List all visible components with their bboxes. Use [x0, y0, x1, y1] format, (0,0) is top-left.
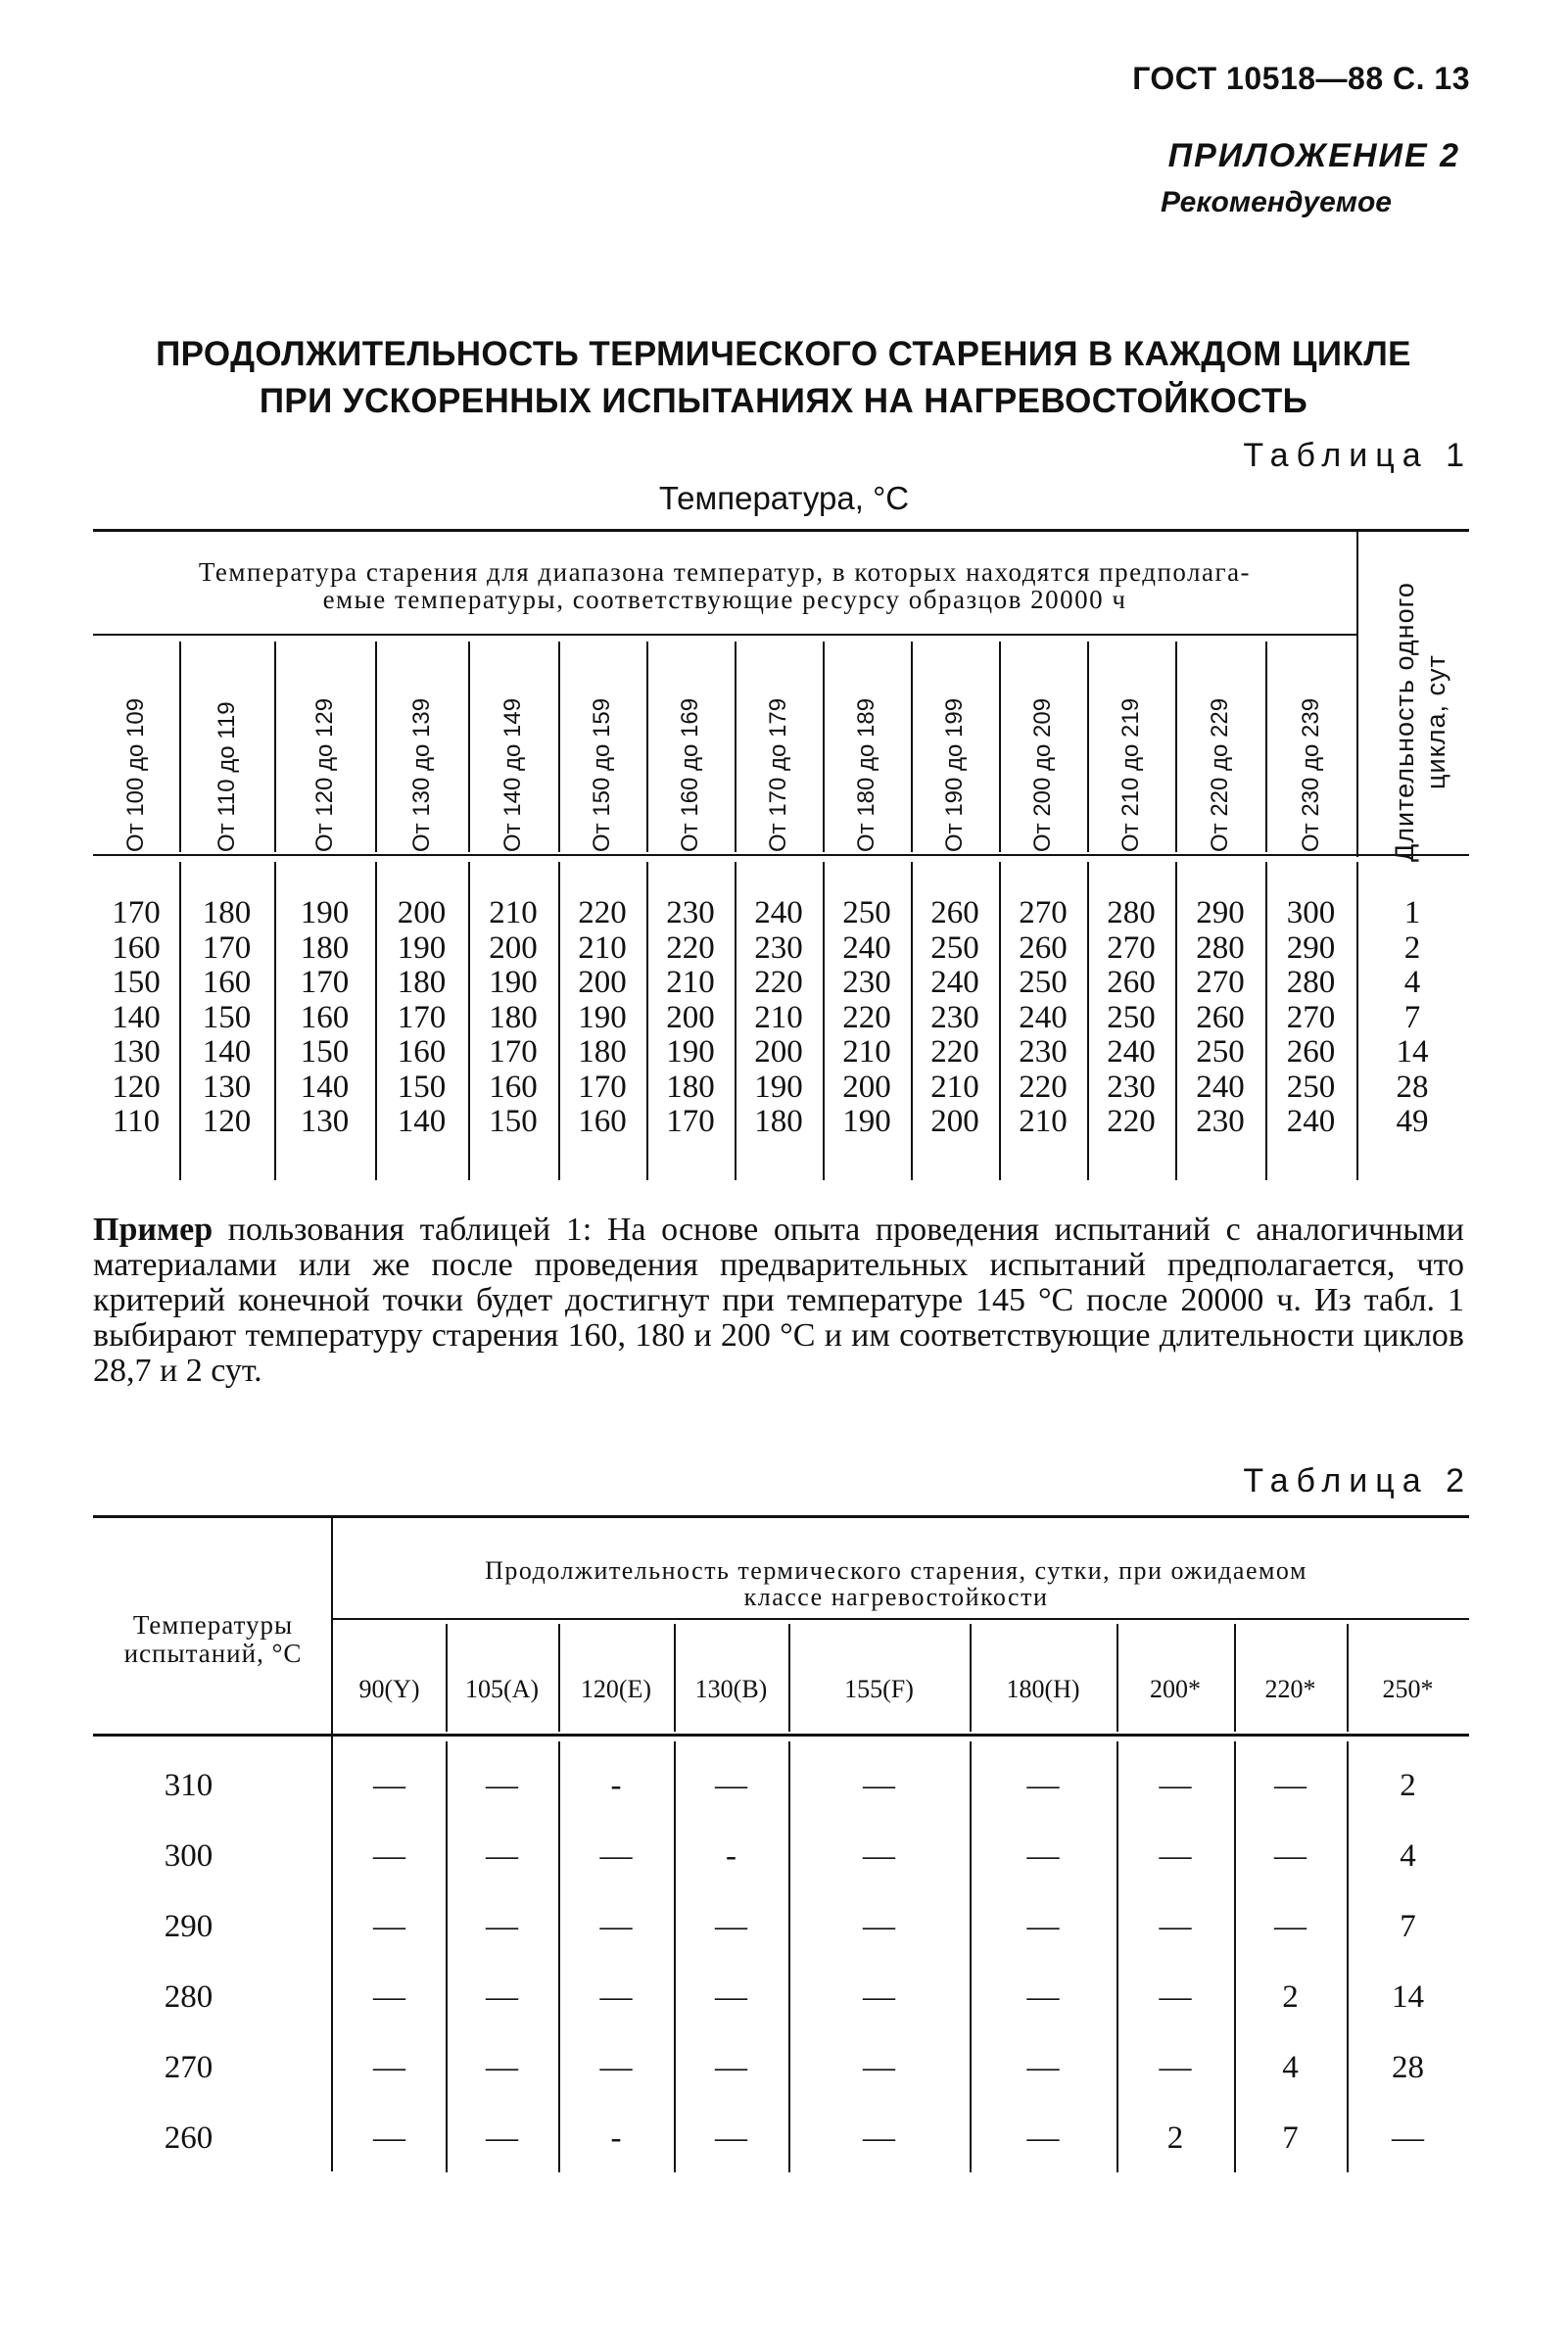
table1-cell: 130 — [300, 1104, 350, 1139]
table1-cell: 240 — [1019, 999, 1068, 1035]
title-line-2: ПРИ УСКОРЕННЫХ ИСПЫТАНИЯХ НА НАГРЕВОСТОЙКОСТЬ — [259, 382, 1308, 420]
table1-cell: 160 — [202, 965, 252, 1000]
table2-cell: — — [486, 1909, 518, 1944]
table2-cell: — — [863, 1979, 895, 2015]
table1-cell: 150 — [489, 1104, 538, 1139]
table2-temp-cell: 290 — [164, 1909, 214, 1944]
table1-cell: 140 — [300, 1069, 350, 1105]
table1-cell: 210 — [1019, 1104, 1068, 1139]
table2-cell: — — [486, 2050, 518, 2085]
table1-cell: 170 — [397, 999, 447, 1035]
table1-cell: 200 — [578, 965, 627, 1000]
table1-body-col-divider — [274, 862, 276, 1180]
table1-merged-header — [93, 558, 1356, 613]
table1-cell: 200 — [489, 929, 538, 966]
table2-body-col-divider — [558, 1741, 560, 2172]
table2-merged-header-line-1: Продолжительность термического старения, сутки, при ожидаемом — [485, 1556, 1307, 1585]
table2-cell: — — [373, 1909, 405, 1944]
table1-head-col-divider — [1175, 642, 1177, 852]
table1-head-col-divider — [999, 642, 1001, 852]
table1-cell: 130 — [112, 1034, 161, 1070]
document-title — [93, 331, 1474, 425]
table1-cell: 290 — [1286, 929, 1336, 966]
table1-cell: 180 — [300, 929, 350, 966]
table1-range-header: От 210 до 219 — [1117, 697, 1144, 852]
table1-caption: Таблица 1 — [1243, 437, 1472, 474]
table1-cell: 210 — [578, 929, 627, 966]
table2-cell: — — [1159, 1909, 1192, 1944]
table1-cell: 130 — [202, 1069, 252, 1105]
table1-cell: 110 — [112, 1104, 161, 1139]
table1-cell: 230 — [1107, 1069, 1156, 1105]
table2-class-header: 250* — [1382, 1675, 1434, 1703]
title-line-1: ПРОДОЛЖИТЕЛЬНОСТЬ ТЕРМИЧЕСКОГО СТАРЕНИЯ В КАЖДОМ ЦИКЛЕ — [156, 335, 1411, 373]
table2-cell: — — [599, 2050, 633, 2085]
table1-cell: 260 — [930, 895, 979, 930]
table1-range-header: От 140 до 149 — [499, 697, 526, 852]
table2-cell: — — [1159, 1979, 1192, 2015]
table1-range-header: От 130 до 139 — [408, 697, 435, 852]
table1-cell: 190 — [489, 965, 538, 1000]
table2-cell: — — [599, 1838, 633, 1874]
table1-cell: 210 — [930, 1069, 979, 1105]
table2-cell: — — [1159, 1768, 1192, 1803]
table2-merged-header — [333, 1557, 1459, 1610]
table1-duration-cell: 4 — [1403, 965, 1421, 1000]
table1-cell: 240 — [1107, 1034, 1156, 1070]
table1-cell: 200 — [754, 1034, 803, 1070]
table1-cell: 170 — [202, 929, 252, 966]
table2-cell: — — [599, 1979, 633, 2015]
table1-range-header: От 230 до 239 — [1298, 697, 1324, 852]
table1-head-col-divider — [274, 642, 276, 852]
table2-class-header: 90(Y) — [358, 1675, 420, 1703]
appendix-note: Рекомендуемое — [1161, 186, 1392, 218]
table2-class-header: 130(B) — [694, 1675, 768, 1703]
table1-range-header: От 150 до 159 — [589, 697, 615, 852]
table1-body-duration-divider — [1356, 862, 1358, 1180]
table2-cell: — — [599, 1909, 633, 1944]
table1-cell: 220 — [578, 895, 627, 930]
table2-cell: — — [1274, 1909, 1307, 1944]
table2-temp-cell: 280 — [164, 1979, 214, 2015]
table2-cell: — — [1026, 1768, 1060, 1803]
table2-merged-header-line-2: классе нагревостойкости — [743, 1583, 1049, 1611]
table1-cell: 170 — [300, 965, 350, 1000]
table1-cell: 240 — [930, 965, 979, 1000]
table2-body-col-divider — [788, 1741, 790, 2172]
table1-cell: 250 — [1019, 965, 1068, 1000]
table2-cell: — — [1026, 1979, 1060, 2015]
table2-cell: — — [863, 1768, 895, 1803]
table1-cell: 180 — [397, 965, 447, 1000]
table2-temp-cell: 300 — [164, 1838, 214, 1874]
table1-cell: 150 — [112, 965, 161, 1000]
table1-cell: 150 — [397, 1069, 447, 1105]
table1-head-col-divider — [1087, 642, 1089, 852]
table2-caption: Таблица 2 — [1243, 1462, 1472, 1500]
table1-head-col-divider — [1265, 642, 1267, 852]
table2-cell: — — [715, 1768, 747, 1803]
table1-head-col-divider — [468, 642, 470, 852]
table1-head-col-divider — [823, 642, 825, 852]
table2-merged-rule — [333, 1618, 1469, 1620]
table1-duration-cell: 49 — [1396, 1104, 1429, 1139]
table1-cell: 170 — [112, 895, 161, 930]
table2-cell: 7 — [1282, 2120, 1299, 2156]
table1-range-header: От 120 до 129 — [311, 697, 338, 852]
table1-cell: 180 — [202, 895, 252, 930]
table2-cell: — — [1274, 1768, 1307, 1803]
table2-class-header: 120(E) — [580, 1675, 652, 1703]
table2-cell: 28 — [1392, 2050, 1424, 2085]
table1-cell: 250 — [1196, 1034, 1245, 1070]
table2-body-col-divider — [1234, 1741, 1236, 2172]
table1-cell: 200 — [930, 1104, 979, 1139]
table2-temp-cell: 270 — [164, 2050, 214, 2085]
table2-cell: — — [863, 2120, 895, 2156]
table1-cell: 260 — [1286, 1034, 1336, 1070]
table1-cell: 180 — [489, 999, 538, 1035]
table1-cell: 220 — [930, 1034, 979, 1070]
table2-cell: — — [1159, 1838, 1192, 1874]
table1-cell: 230 — [1019, 1034, 1068, 1070]
table1-cell: 190 — [666, 1034, 715, 1070]
table1-range-header: От 110 до 119 — [214, 701, 240, 852]
table1-cell: 210 — [666, 965, 715, 1000]
table1-cell: 120 — [202, 1104, 252, 1139]
appendix-label: ПРИЛОЖЕНИЕ 2 — [1167, 137, 1460, 174]
table1-cell: 300 — [1286, 895, 1336, 930]
table2-class-header: 105(A) — [464, 1675, 540, 1703]
table1-cell: 280 — [1286, 965, 1336, 1000]
table1-duration-cell: 1 — [1403, 895, 1421, 930]
table1-cell: 180 — [754, 1104, 803, 1139]
table1-cell: 270 — [1196, 965, 1245, 1000]
table1-cell: 210 — [754, 999, 803, 1035]
page-header: ГОСТ 10518—88 С. 13 — [1132, 61, 1470, 96]
table1-cell: 160 — [300, 999, 350, 1035]
table2-cell: - — [726, 1838, 736, 1874]
table1-top-rule — [93, 529, 1469, 532]
table1-cell: 220 — [1107, 1104, 1156, 1139]
duration-header-line-2: цикла, сут — [1421, 654, 1450, 789]
table1-cell: 190 — [842, 1104, 891, 1139]
table1-cell: 170 — [489, 1034, 538, 1070]
table1-cell: 240 — [1196, 1069, 1245, 1105]
table2-cell: — — [715, 2120, 747, 2156]
table2-cell: — — [373, 2050, 405, 2085]
table1-cell: 260 — [1107, 965, 1156, 1000]
table1-range-header: От 220 до 229 — [1207, 697, 1233, 852]
table2-body-col-divider — [1117, 1741, 1118, 2172]
table2-cell: — — [373, 1838, 405, 1874]
table1-cell: 140 — [112, 999, 161, 1035]
table1-head-rule — [93, 854, 1469, 856]
table1-cell: 280 — [1107, 895, 1156, 930]
table2-cell: — — [486, 2120, 518, 2156]
table2-cell: — — [715, 2050, 747, 2085]
table2-body-col-divider — [1347, 1741, 1349, 2172]
table2-cell: - — [610, 1768, 622, 1803]
table2-body-col-divider — [446, 1741, 448, 2172]
table2-temp-cell: 260 — [164, 2120, 214, 2156]
table2-cell: — — [486, 1768, 518, 1803]
table1-cell: 290 — [1196, 895, 1245, 930]
table2-cell: — — [1026, 2050, 1060, 2085]
table1-cell: 190 — [754, 1069, 803, 1105]
table2-body-col-divider — [674, 1741, 676, 2172]
table2-temp-header-line-1: Температуры — [132, 1610, 294, 1640]
table1-cell: 190 — [578, 999, 627, 1035]
table2-class-header: 220* — [1264, 1675, 1316, 1703]
table2-cell: — — [1026, 1838, 1060, 1874]
table2-cell: — — [486, 1979, 518, 2015]
table1-head-col-divider — [558, 642, 560, 852]
table2-cell: 2 — [1282, 1979, 1299, 2015]
table2-cell: — — [373, 1768, 405, 1803]
table2-class-header: 200* — [1150, 1675, 1201, 1703]
table2-cell: 7 — [1400, 1909, 1416, 1944]
table2-cell: 14 — [1392, 1979, 1424, 2015]
table1-cell: 260 — [1019, 929, 1068, 966]
table1-cell: 160 — [578, 1104, 627, 1139]
table2-cell: — — [1026, 1909, 1060, 1944]
table1-cell: 160 — [397, 1034, 447, 1070]
table1-range-header: От 180 до 189 — [853, 697, 879, 852]
table1-merged-header-line-1: Температура старения для диапазона температур, в которых находятся предполага- — [198, 557, 1252, 587]
table1-head-col-divider — [911, 642, 913, 852]
table2-temp-cell: 310 — [164, 1768, 214, 1803]
table1-cell: 170 — [666, 1104, 715, 1139]
table2-cell: 2 — [1166, 2120, 1184, 2156]
table1-cell: 180 — [666, 1069, 715, 1105]
table1-cell: 200 — [666, 999, 715, 1035]
table1-cell: 220 — [666, 929, 715, 966]
table1-duration-cell: 14 — [1396, 1034, 1429, 1070]
table2-cell: — — [715, 1979, 747, 2015]
table2-head-rule — [93, 1734, 1469, 1737]
table1-cell: 160 — [489, 1069, 538, 1105]
table1-cell: 230 — [666, 895, 715, 930]
table1-cell: 220 — [842, 999, 891, 1035]
table1-head-col-divider — [646, 642, 648, 852]
table1-range-header: От 190 до 199 — [941, 697, 968, 852]
table2-class-header: 155(F) — [844, 1675, 914, 1703]
table2-cell: — — [373, 2120, 405, 2156]
table2-cell: 4 — [1282, 2050, 1299, 2085]
table1-cell: 220 — [754, 965, 803, 1000]
table1-cell: 230 — [754, 929, 803, 966]
table2-cell: — — [715, 1909, 747, 1944]
table1-cell: 250 — [1107, 999, 1156, 1035]
table2-cell: — — [863, 1838, 895, 1874]
table2-temp-header-line-2: испытаний, °С — [123, 1639, 303, 1668]
table1-cell: 270 — [1019, 895, 1068, 930]
table1-cell: 240 — [754, 895, 803, 930]
table1-cell: 120 — [112, 1069, 161, 1105]
table1-merged-rule — [93, 634, 1356, 636]
table1-cell: 250 — [930, 929, 979, 966]
table1-cell: 230 — [930, 999, 979, 1035]
table2-class-header: 180(H) — [1006, 1675, 1080, 1703]
table1-duration-cell: 28 — [1396, 1069, 1429, 1105]
table2-temp-header — [93, 1611, 333, 1668]
example-paragraph — [93, 1213, 1464, 1389]
table2-top-rule — [93, 1515, 1469, 1518]
table1-unit-caption: Температура, °С — [658, 480, 910, 516]
table1-range-header: От 100 до 109 — [122, 697, 149, 852]
table2-cell: - — [610, 2120, 622, 2156]
table2-cell: 4 — [1400, 1838, 1416, 1874]
table1-range-header: От 170 до 179 — [765, 697, 791, 852]
table1-duration-cell: 7 — [1403, 999, 1421, 1035]
table1-cell: 160 — [112, 929, 161, 966]
table1-cell: 200 — [842, 1069, 891, 1105]
table1-cell: 250 — [1286, 1069, 1336, 1105]
table2-cell: 2 — [1400, 1768, 1416, 1803]
table2-cell: — — [863, 2050, 895, 2085]
table2-cell: — — [1159, 2050, 1192, 2085]
table1-cell: 250 — [842, 895, 891, 930]
table1-cell: 230 — [1196, 1104, 1245, 1139]
table1-duration-divider — [1356, 529, 1358, 857]
table1-cell: 240 — [842, 929, 891, 966]
table1-head-col-divider — [375, 642, 377, 852]
table1-cell: 270 — [1107, 929, 1156, 966]
table1-cell: 180 — [578, 1034, 627, 1070]
table1-range-header: От 200 до 209 — [1029, 697, 1056, 852]
example-text: пользования таблицей 1: На основе опыта проведения испытаний с аналогичными материалами или же после проведения предварительных испытаний предполагается, что критерий конечной точки будет достигнут при температуре 145 °С после 20000 ч. Из табл. 1 выбирают температуру старения 160, 180 и 200 °С и им соответствующие длительности циклов 28,7 и 2 сут. — [93, 1212, 1464, 1389]
table1-cell: 220 — [1019, 1069, 1068, 1105]
table1-cell: 210 — [842, 1034, 891, 1070]
table1-cell: 140 — [397, 1104, 447, 1139]
table1-cell: 230 — [842, 965, 891, 1000]
table1-cell: 210 — [489, 895, 538, 930]
table2-cell: — — [486, 1838, 518, 1874]
table2-cell: — — [863, 1909, 895, 1944]
table2-cell: — — [1026, 2120, 1060, 2156]
duration-header-line-1: Длительность одного — [1390, 582, 1419, 862]
table2-cell: — — [1274, 1838, 1307, 1874]
table1-cell: 150 — [300, 1034, 350, 1070]
table1-range-header: От 160 до 169 — [677, 697, 703, 852]
table1-cell: 240 — [1286, 1104, 1336, 1139]
table1-cell: 260 — [1196, 999, 1245, 1035]
table1-cell: 140 — [202, 1034, 252, 1070]
table1-merged-header-line-2: емые температуры, соответствующие ресурсу образцов 20000 ч — [322, 585, 1127, 614]
table2-cell: — — [373, 1979, 405, 2015]
table2-cell: — — [1392, 2120, 1424, 2156]
table1-cell: 150 — [202, 999, 252, 1035]
table1-cell: 170 — [578, 1069, 627, 1105]
table1-cell: 270 — [1286, 999, 1336, 1035]
table1-head-col-divider — [735, 642, 736, 852]
table2-body-col-divider — [970, 1741, 972, 2172]
table1-duration-cell: 2 — [1403, 929, 1421, 966]
table1-head-col-divider — [179, 642, 181, 852]
table1-cell: 280 — [1196, 929, 1245, 966]
table1-cell: 190 — [300, 895, 350, 930]
table1-cell: 200 — [397, 895, 447, 930]
example-lead: Пример — [93, 1212, 214, 1248]
table1-cell: 190 — [397, 929, 447, 966]
